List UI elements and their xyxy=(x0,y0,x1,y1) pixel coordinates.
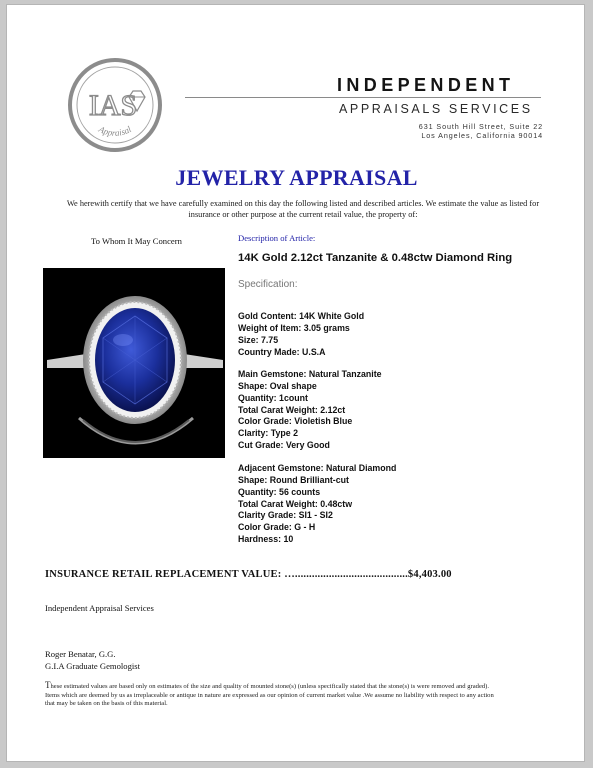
spec-group-adjacent-gemstone xyxy=(238,463,396,546)
spec-line: Country Made: U.S.A xyxy=(238,346,326,357)
header-rule xyxy=(185,97,541,98)
spec-line: Color Grade: G - H xyxy=(238,522,316,533)
spec-line: Adjacent Gemstone: Natural Diamond xyxy=(238,463,397,473)
company-name: INDEPENDENT xyxy=(337,75,515,95)
spec-line: Weight of Item: 3.05 grams xyxy=(238,322,350,333)
disclaimer-text: hese estimated values are based only on estimates of the size and quality of mounted stone(s) (unless specifically stated that the stone(s) is were removed and graded). Items which are deemed by us as irreplaceable or antique in nature are expressed as our opinion of current market value .We assume no liability with respect to any action that may be taken on the basis of this material. xyxy=(45,683,494,708)
spec-line: Quantity: 56 counts xyxy=(238,486,321,497)
recipient: To Whom It May Concern xyxy=(91,236,182,246)
document-title: JEWELRY APPRAISAL xyxy=(175,165,418,190)
spec-line: Main Gemstone: Natural Tanzanite xyxy=(238,369,382,379)
specification-label: Specification: xyxy=(238,279,298,290)
spec-line: Cut Grade: Very Good xyxy=(238,440,330,451)
replacement-value: INSURANCE RETAIL REPLACEMENT VALUE: …........................................$4,403.00 xyxy=(45,569,452,580)
spec-line: Color Grade: Violetish Blue xyxy=(238,416,353,427)
signer-name: Roger Benatar, G.G. xyxy=(45,649,116,659)
ias-logo xyxy=(67,57,163,153)
company-subtitle: APPRAISALS SERVICES xyxy=(339,102,533,116)
spec-line: Size: 7.75 xyxy=(238,334,279,345)
disclaimer-first-letter: T xyxy=(45,680,51,690)
ring-photo xyxy=(43,268,225,458)
intro-paragraph: We herewith certify that we have carefully examined on this day the following listed and described articles. We estimate the value as listed for insurance or other purpose at the current retail value, the property of: xyxy=(66,199,540,219)
signature-block xyxy=(45,648,140,672)
spec-line: Total Carat Weight: 2.12ct xyxy=(238,404,346,415)
description-label: Description of Article: xyxy=(238,233,316,243)
logo-seal-icon xyxy=(67,57,163,153)
footer-company: Independent Appraisal Services xyxy=(45,603,154,613)
appraisal-sheet xyxy=(6,4,585,762)
logo-initials: IAS xyxy=(88,89,138,122)
logo-ring-text: Appraisal xyxy=(97,124,133,138)
spec-line: Shape: Round Brilliant-cut xyxy=(238,474,349,485)
spec-group-metal xyxy=(238,311,364,358)
spec-line: Gold Content: 14K White Gold xyxy=(238,311,365,321)
svg-text:Appraisal xyxy=(96,124,133,138)
spec-group-main-gemstone xyxy=(238,369,382,452)
spec-line: Hardness: 10 xyxy=(238,534,294,545)
spec-line: Clarity: Type 2 xyxy=(238,428,298,439)
spec-line: Shape: Oval shape xyxy=(238,380,317,391)
address-line-1: 631 South Hill Street, Suite 22 xyxy=(418,122,543,131)
spec-line: Quantity: 1count xyxy=(238,392,308,403)
ring-image-icon xyxy=(43,268,225,458)
disclaimer xyxy=(45,681,505,709)
spec-line: Clarity Grade: SI1 - SI2 xyxy=(238,510,333,521)
signer-title: G.I.A Graduate Gemologist xyxy=(45,661,140,671)
article-title: 14K Gold 2.12ct Tanzanite & 0.48ctw Diamond Ring xyxy=(238,252,513,264)
address-line-2: Los Angeles, California 90014 xyxy=(421,131,543,140)
spec-line: Total Carat Weight: 0.48ctw xyxy=(238,498,353,509)
